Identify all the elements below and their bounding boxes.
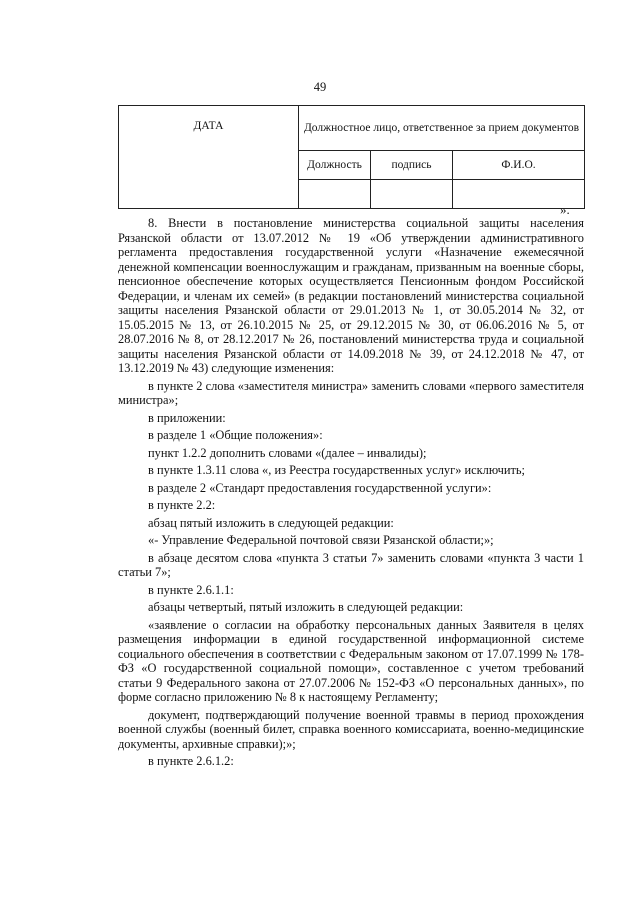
body-paragraph: документ, подтверждающий получение военной травмы в период прохождения военной службы (военный билет, справка военного комиссариата, военно-медицинские документы, архивные справки);»; <box>118 707 584 751</box>
body-paragraph: абзацы четвертый, пятый изложить в следующей редакции: <box>148 600 464 614</box>
body-paragraph: в пункте 2.6.1.1: <box>148 582 234 597</box>
body-paragraph: в пункте 2 слова «заместителя министра» заменить словами «первого заместителя министра»; <box>118 378 584 407</box>
body-paragraph: в приложении: <box>148 410 226 425</box>
body-paragraph: абзац пятый изложить в следующей редакции: <box>148 515 394 530</box>
body-paragraph: «заявление о согласии на обработку персональных данных Заявителя в целях размещения информации в единой государственной информационной системе социального обеспечения в соответствии с Федеральным законом от 17.07.1999 № 178-ФЗ «О государственной социальной помощи», составленное с учетом требований статьи 9 Федерального закона от 27.07.2006 № 152-ФЗ «О персональных данных», по форме согласно приложению № 8 к настоящему Регламенту; <box>118 617 584 704</box>
body-paragraph: в абзаце десятом слова «пункта 3 статьи 7» заменить словами «пункта 3 части 1 статьи 7»; <box>118 550 584 579</box>
body-paragraph: в пункте 2.2: <box>148 498 216 512</box>
body-paragraph: в разделе 1 «Общие положения»: <box>148 428 323 442</box>
full-name-header-cell: Ф.И.О. <box>453 151 585 180</box>
date-header-cell: ДАТА <box>119 106 299 209</box>
body-paragraph: в разделе 2 «Стандарт предоставления государственной услуги»: <box>148 480 492 495</box>
position-header-cell: Должность <box>299 151 371 180</box>
reception-signature-table <box>118 105 585 209</box>
body-paragraph: пункт 1.2.2 дополнить словами «(далее – инвалиды); <box>148 445 427 460</box>
responsible-person-header-cell: Должностное лицо, ответственное за прием документов <box>299 106 585 151</box>
document-body <box>118 216 584 769</box>
signature-header-cell: подпись <box>371 151 453 180</box>
body-paragraph: в пункте 1.3.11 слова «, из Реестра государственных услуг» исключить; <box>148 463 525 477</box>
signature-empty-cell <box>371 180 453 209</box>
body-paragraph: «- Управление Федеральной почтовой связи Рязанской области;»; <box>148 533 494 547</box>
closing-quote: ». <box>560 202 570 217</box>
page-number: 49 <box>313 80 327 94</box>
body-paragraph: в пункте 2.6.1.2: <box>148 754 234 768</box>
amendment-paragraph-8: 8. Внести в постановление министерства социальной защиты населения Рязанской области от 13.07.2012 № 19 «Об утверждении административного регламента предоставления государственной услуги «Назначение ежемесячной денежной компенсации военнослужащим и гражданам, призванным на военные сборы, пенсионное обеспечение которых осуществляется Пенсионным фондом Российской Федерации, и членам их семей» (в редакции постановлений министерства социальной защиты населения Рязанской области от 29.01.2013 № 1, от 30.05.2014 № 32, от 15.05.2015 № 13, от 26.10.2015 № 25, от 29.12.2015 № 30, от 06.06.2016 № 5, от 28.07.2016 № 8, от 28.12.2017 № 26, постановлений министерства труда и социальной защиты населения Рязанской области от 14.09.2018 № 39, от 24.12.2018 № 47, от 13.12.2019 № 43) следующие изменения: <box>118 216 584 375</box>
position-empty-cell <box>299 180 371 209</box>
